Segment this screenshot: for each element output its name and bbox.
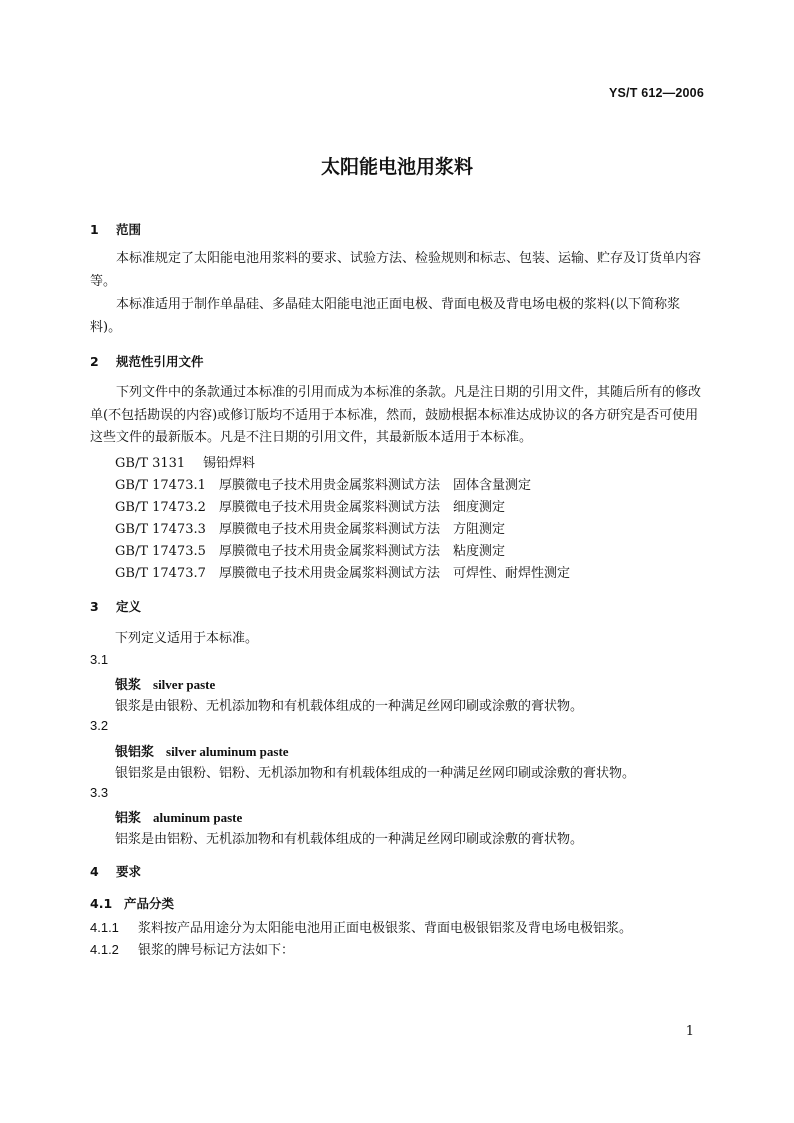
clause-text: 浆料按产品用途分为太阳能电池用正面电极银浆、背面电极银铝浆及背电场电极铝浆。	[138, 921, 633, 936]
subsection-title: 产品分类	[124, 896, 175, 911]
section-2-paragraph: 下列文件中的条款通过本标准的引用而成为本标准的条款。凡是注日期的引用文件，其随后所有的修改单(不包括勘误的内容)或修订版均不适用于本标准，然而，鼓励根据本标准达成协议的各方研究是否可使用这些文件的最新版本。凡是不注日期的引用文件，其最新版本适用于本标准。	[90, 385, 702, 445]
page-number: 1	[685, 1024, 694, 1039]
section-1-paragraph-2: 本标准适用于制作单晶硅、多晶硅太阳能电池正面电极、背面电极及背电场电极的浆料(以下简称浆料)。	[90, 297, 681, 335]
subsection-number: 4.1	[90, 896, 113, 911]
section-3-heading	[90, 597, 141, 615]
clause-number: 4.1.2	[90, 942, 119, 957]
section-number: 4	[90, 864, 99, 879]
section-number: 1	[90, 222, 99, 237]
clause-number: 4.1.1	[90, 920, 119, 935]
reference-item	[115, 562, 570, 581]
term-definition: 银浆是由银粉、无机添加物和有机载体组成的一种满足丝网印刷或涂敷的膏状物。	[115, 699, 584, 714]
section-2-heading	[90, 352, 204, 370]
section-title: 规范性引用文件	[116, 354, 204, 369]
reference-title: 厚膜微电子技术用贵金属浆料测试方法 固体含量测定	[219, 478, 532, 493]
section-title: 定义	[116, 599, 142, 614]
section-title: 范围	[116, 222, 142, 237]
term-english: silver aluminum paste	[166, 744, 289, 759]
reference-item	[115, 518, 505, 537]
section-title: 要求	[116, 864, 142, 879]
clause-4-1-1	[90, 917, 632, 936]
clause-number: 3.3	[90, 785, 109, 800]
section-number: 3	[90, 599, 99, 614]
term-entry	[115, 674, 215, 693]
section-number: 2	[90, 354, 99, 369]
section-1-heading	[90, 220, 141, 238]
reference-title: 锡铅焊料	[203, 456, 256, 471]
reference-title: 厚膜微电子技术用贵金属浆料测试方法 可焊性、耐焊性测定	[219, 566, 571, 581]
term-english: aluminum paste	[153, 810, 243, 825]
clause-number: 3.1	[90, 652, 109, 667]
reference-item	[115, 540, 505, 559]
reference-item	[115, 496, 505, 515]
reference-code: GB/T 17473.2	[115, 500, 206, 515]
section-3-intro: 下列定义适用于本标准。	[115, 631, 259, 646]
reference-item	[115, 474, 531, 493]
term-definition: 铝浆是由铝粉、无机添加物和有机载体组成的一种满足丝网印刷或涂敷的膏状物。	[115, 832, 584, 847]
document-title: 太阳能电池用浆料	[320, 156, 473, 178]
term-chinese: 银浆	[115, 678, 142, 693]
reference-title: 厚膜微电子技术用贵金属浆料测试方法 细度测定	[219, 500, 506, 515]
reference-title: 厚膜微电子技术用贵金属浆料测试方法 方阻测定	[219, 522, 506, 537]
reference-title: 厚膜微电子技术用贵金属浆料测试方法 粘度测定	[219, 544, 506, 559]
section-1-paragraph-1: 本标准规定了太阳能电池用浆料的要求、试验方法、检验规则和标志、包装、运输、贮存及订货单内容等。	[90, 251, 702, 289]
term-chinese: 银铝浆	[115, 745, 155, 760]
standard-number: YS/T 612—2006	[608, 86, 704, 100]
reference-code: GB/T 17473.1	[115, 478, 206, 493]
reference-code: GB/T 17473.7	[115, 566, 206, 581]
subsection-4-1-heading	[90, 894, 174, 912]
reference-code: GB/T 17473.5	[115, 544, 206, 559]
term-entry	[115, 807, 242, 826]
reference-item	[115, 452, 255, 471]
clause-number: 3.2	[90, 718, 109, 733]
term-definition: 银铝浆是由银粉、铝粉、无机添加物和有机载体组成的一种满足丝网印刷或涂敷的膏状物。	[115, 766, 636, 781]
reference-code: GB/T 3131	[115, 456, 186, 471]
reference-code: GB/T 17473.3	[115, 522, 206, 537]
section-4-heading	[90, 862, 141, 880]
clause-4-1-2	[90, 939, 294, 958]
term-entry	[115, 741, 289, 760]
term-chinese: 铝浆	[115, 811, 142, 826]
term-english: silver paste	[153, 677, 216, 692]
clause-text: 银浆的牌号标记方法如下：	[138, 943, 295, 958]
